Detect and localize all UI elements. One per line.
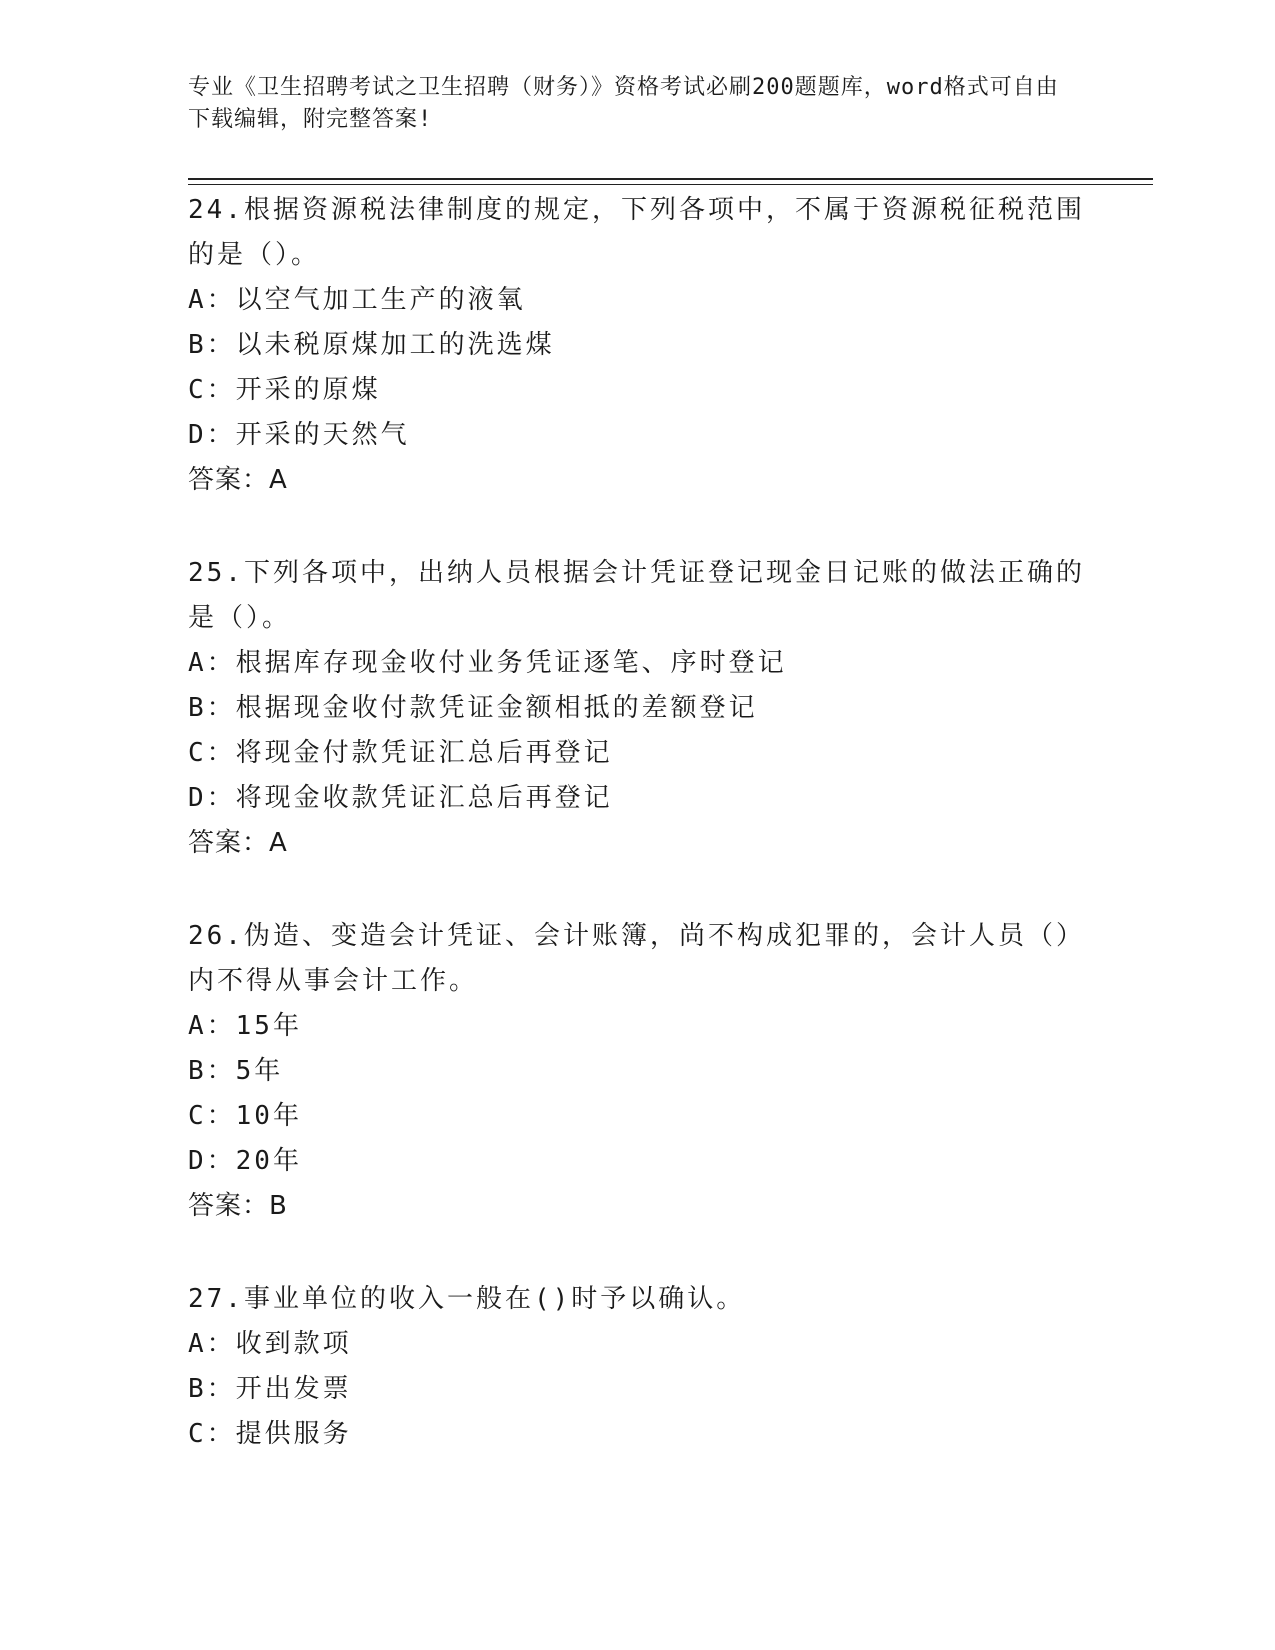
answer: 答案：A (188, 465, 288, 495)
question-spacer (188, 1229, 1088, 1277)
document-header (188, 72, 1078, 136)
question-stem: 27.事业单位的收入一般在()时予以确认。 (188, 1284, 746, 1314)
question-stem: 24.根据资源税法律制度的规定，下列各项中，不属于资源税征税范围的是（）。 (188, 195, 1085, 270)
option-b: B：以未税原煤加工的洗选煤 (188, 330, 555, 360)
header-title: 专业《卫生招聘考试之卫生招聘（财务）》资格考试必刷200题题库，word格式可自由下载编辑，附完整答案! (188, 75, 1059, 132)
question-stem: 25.下列各项中，出纳人员根据会计凭证登记现金日记账的做法正确的是（）。 (188, 558, 1085, 633)
question-list (188, 188, 1088, 1457)
option-c: C：开采的原煤 (188, 375, 381, 405)
option-c: C：提供服务 (188, 1419, 352, 1449)
option-d: D：开采的天然气 (188, 420, 410, 450)
answer: 答案：B (188, 1191, 288, 1221)
option-b: B：开出发票 (188, 1374, 352, 1404)
option-d: D：将现金收款凭证汇总后再登记 (188, 783, 613, 813)
option-b: B：根据现金收付款凭证金额相抵的差额登记 (188, 693, 758, 723)
question-26 (188, 914, 1088, 1229)
question-spacer (188, 866, 1088, 914)
option-a: A：收到款项 (188, 1329, 352, 1359)
question-stem: 26.伪造、变造会计凭证、会计账簿，尚不构成犯罪的，会计人员（）内不得从事会计工作。 (188, 921, 1085, 996)
option-c: C：10年 (188, 1101, 302, 1131)
option-d: D：20年 (188, 1146, 302, 1176)
question-27 (188, 1277, 1088, 1457)
option-c: C：将现金付款凭证汇总后再登记 (188, 738, 613, 768)
answer: 答案：A (188, 828, 288, 858)
question-spacer (188, 503, 1088, 551)
header-rule-thin (188, 184, 1153, 185)
question-24 (188, 188, 1088, 503)
question-25 (188, 551, 1088, 866)
option-a: A：根据库存现金收付业务凭证逐笔、序时登记 (188, 648, 787, 678)
header-rule-thick (188, 178, 1153, 180)
option-a: A：15年 (188, 1011, 302, 1041)
option-b: B：5年 (188, 1056, 284, 1086)
option-a: A：以空气加工生产的液氧 (188, 285, 526, 315)
